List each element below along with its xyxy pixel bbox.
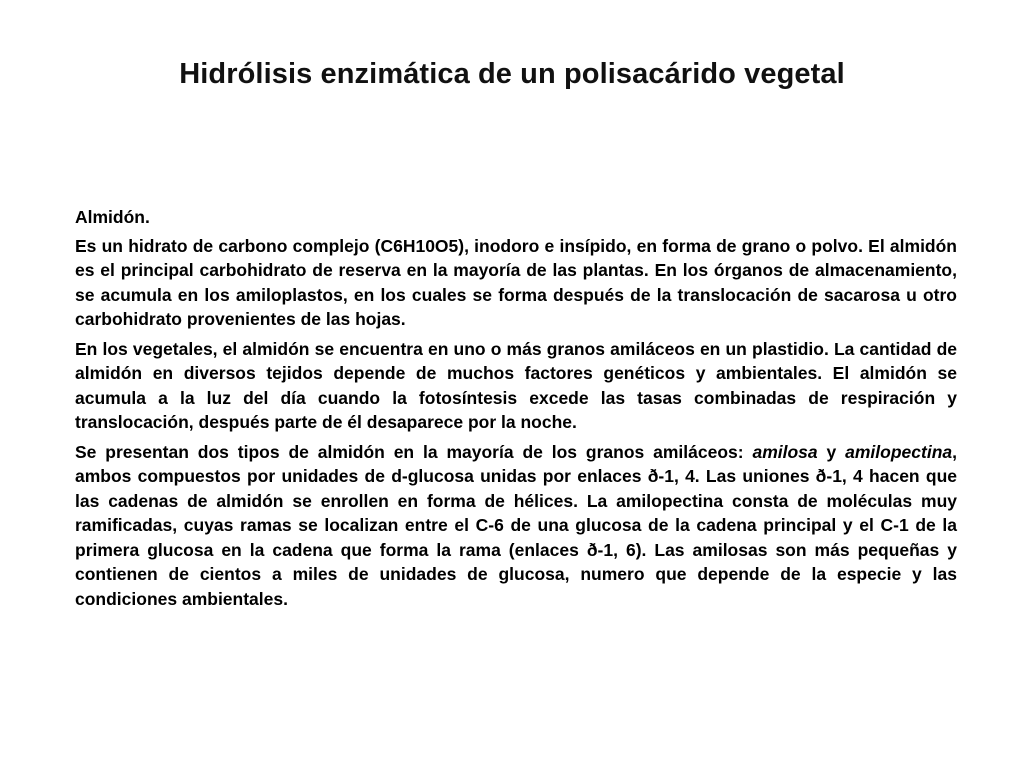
paragraph-tipos-part-b: y [817, 441, 846, 462]
section-heading: Almidón. [75, 207, 150, 227]
paragraph-tipos-part-c: , ambos compuestos por unidades de d-glucosa unidas por enlaces ð-1, 4. Las uniones ð-1, 4 hacen que las cadenas de almidón se enrollen en forma de hélices. La amilopectina consta de moléculas muy ramificadas, cuyas ramas se localizan entre el C-6 de una glucosa de la cadena principal y el C-1 de la primera glucosa en la cadena que forma la rama (enlaces ð-1, 6). Las amilosas son más pequeñas y contienen de cientos a miles de unidades de glucosa, numero que depende de la especie y las condiciones ambientales. [75, 441, 957, 609]
term-amilopectina: amilopectina [845, 441, 953, 462]
paragraph-definition: Es un hidrato de carbono complejo (C6H10O5), inodoro e insípido, en forma de grano o polvo. El almidón es el principal carbohidrato de reserva en la mayoría de las plantas. En los órganos de almacenamiento, se acumula en los amiloplastos, en los cuales se forma después de la translocación de sacarosa u otro carbohidrato provenientes de las hojas. [75, 235, 957, 329]
paragraph-vegetales: En los vegetales, el almidón se encuentra en uno o más granos amiláceos en un plastidio. La cantidad de almidón en diversos tejidos depende de muchos factores genéticos y ambientales. El almidón se acumula a la luz del día cuando la fotosíntesis excede las tasas combinadas de respiración y translocación, después parte de él desaparece por la noche. [75, 338, 957, 432]
paragraph-tipos [75, 440, 957, 612]
slide-title: Hidrólisis enzimática de un polisacárido vegetal [179, 58, 845, 90]
term-amilosa: amilosa [752, 441, 818, 462]
paragraph-tipos-part-a: Se presentan dos tipos de almidón en la mayoría de los granos amiláceos: [75, 441, 753, 462]
slide-body [75, 205, 957, 616]
